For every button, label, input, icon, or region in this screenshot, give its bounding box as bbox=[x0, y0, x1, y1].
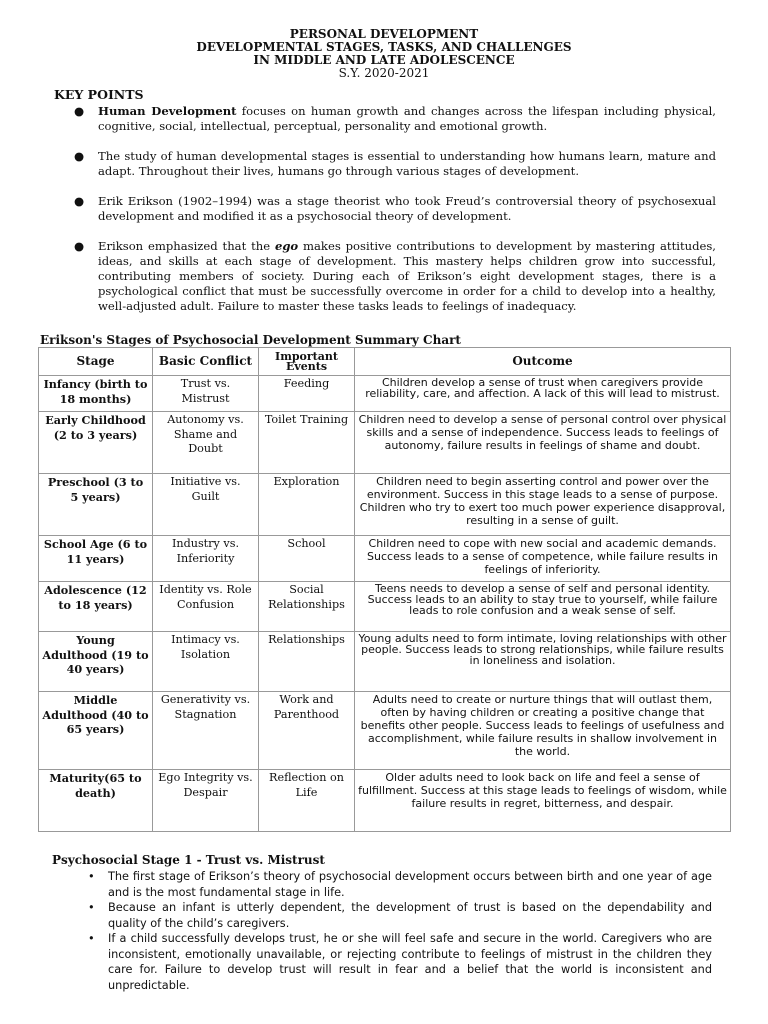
outcome-cell: Children need to cope with new social and academic demands. Success leads to a sense of competence, while failure results in feelings of inferiority. bbox=[355, 536, 731, 582]
stage-cell: Early Childhood (2 to 3 years) bbox=[39, 412, 153, 474]
key-point-item bbox=[54, 239, 716, 314]
outcome-cell: Older adults need to look back on life and feel a sense of fulfillment. Success at this stage leads to feelings of wisdom, while failure results in regret, bitterness, and despair. bbox=[355, 770, 731, 832]
table-row bbox=[39, 376, 731, 412]
outcome-cell: Children develop a sense of trust when caregivers provide reliability, care, and affection. A lack of this will lead to mistrust. bbox=[355, 376, 731, 412]
events-cell: School bbox=[259, 536, 355, 582]
column-header-events: Important Events bbox=[259, 348, 355, 376]
bullet-icon: • bbox=[88, 901, 95, 914]
table-row bbox=[39, 692, 731, 770]
events-cell: Exploration bbox=[259, 474, 355, 536]
conflict-cell: Ego Integrity vs. Despair bbox=[153, 770, 259, 832]
bullet-icon: ● bbox=[74, 149, 85, 163]
table-row bbox=[39, 536, 731, 582]
table-row bbox=[39, 474, 731, 536]
stage-cell: Preschool (3 to 5 years) bbox=[39, 474, 153, 536]
conflict-cell: Generativity vs. Stagnation bbox=[153, 692, 259, 770]
stage-cell: School Age (6 to 11 years) bbox=[39, 536, 153, 582]
outcome-cell: Adults need to create or nurture things that will outlast them, often by having children or creating a positive change that benefits other people. Success leads to feelings of usefulness and accomplishment, while failure results in shallow involvement in the world. bbox=[355, 692, 731, 770]
key-point-item bbox=[54, 194, 716, 224]
outcome-cell: Teens needs to develop a sense of self and personal identity. Success leads to an ability to stay true to yourself, while failure leads to role confusion and a weak sense of self. bbox=[355, 582, 731, 632]
table-row bbox=[39, 582, 731, 632]
stage1-item bbox=[52, 900, 712, 931]
stage1-text: The first stage of Erikson’s theory of psychosocial development occurs between birth and one year of age and is the most fundamental stage in life. bbox=[108, 870, 712, 899]
key-point-text: Erik Erikson (1902–1994) was a stage theorist who took Freud’s controversial theory of psychosexual development and modified it as a psychosocial theory of development. bbox=[98, 194, 716, 223]
stage1-item bbox=[52, 869, 712, 900]
column-header-stage: Stage bbox=[39, 348, 153, 376]
key-point-item bbox=[54, 104, 716, 134]
key-point-text: focuses on human growth and changes across the lifespan including physical, cognitive, social, intellectual, perceptual, personality and emotional growth. bbox=[98, 104, 716, 133]
document-header bbox=[0, 0, 768, 80]
stage-cell: Maturity(65 to death) bbox=[39, 770, 153, 832]
key-points-heading: KEY POINTS bbox=[54, 87, 144, 102]
bullet-icon: ● bbox=[74, 104, 85, 118]
bullet-icon: ● bbox=[74, 194, 85, 208]
course-title: PERSONAL DEVELOPMENT bbox=[289, 27, 479, 41]
column-header-conflict: Basic Conflict bbox=[153, 348, 259, 376]
key-point-text: Erikson emphasized that the bbox=[98, 239, 275, 253]
erikson-stages-table bbox=[38, 347, 731, 832]
outcome-cell: Young adults need to form intimate, loving relationships with other people. Success leads to strong relationships, while failure results in loneliness and isolation. bbox=[355, 632, 731, 692]
key-term: Human Development bbox=[98, 104, 237, 118]
key-point-item bbox=[54, 149, 716, 179]
topic-title: DEVELOPMENTAL STAGES, TASKS, AND CHALLENGES bbox=[196, 40, 572, 54]
events-cell: Social Relationships bbox=[259, 582, 355, 632]
key-point-text: The study of human developmental stages is essential to understanding how humans learn, mature and adapt. Throughout their lives, humans go through various stages of development. bbox=[98, 149, 716, 178]
topic-subtitle: IN MIDDLE AND LATE ADOLESCENCE bbox=[253, 53, 515, 67]
key-point-text: makes positive contributions to development by mastering attitudes, ideas, and skills at each stage of development. This mastery helps children grow into successful, contributing members of society. During each of Erikson’s eight development stages, there is a psychological conflict that must be successfully overcome in order for a child to develop into a healthy, well-adjusted adult. Failure to master these tasks leads to feelings of inadequacy. bbox=[98, 239, 716, 313]
table-row bbox=[39, 632, 731, 692]
conflict-cell: Industry vs. Inferiority bbox=[153, 536, 259, 582]
conflict-cell: Identity vs. Role Confusion bbox=[153, 582, 259, 632]
outcome-cell: Children need to begin asserting control and power over the environment. Success in this stage leads to a sense of purpose. Children who try to exert too much power experience disapproval, resulting in a sense of guilt. bbox=[355, 474, 731, 536]
conflict-cell: Autonomy vs. Shame and Doubt bbox=[153, 412, 259, 474]
stage-cell: Adolescence (12 to 18 years) bbox=[39, 582, 153, 632]
conflict-cell: Initiative vs. Guilt bbox=[153, 474, 259, 536]
events-cell: Work and Parenthood bbox=[259, 692, 355, 770]
events-cell: Reflection on Life bbox=[259, 770, 355, 832]
stage1-list bbox=[52, 869, 712, 993]
stage-cell: Young Adulthood (19 to 40 years) bbox=[39, 632, 153, 692]
stage1-item bbox=[52, 931, 712, 993]
chart-title: Erikson's Stages of Psychosocial Development Summary Chart bbox=[40, 333, 461, 347]
stage1-text: Because an infant is utterly dependent, the development of trust is based on the dependability and quality of the child’s caregivers. bbox=[108, 901, 712, 930]
school-year: S.Y. 2020-2021 bbox=[338, 66, 430, 80]
table-row bbox=[39, 412, 731, 474]
table-row bbox=[39, 770, 731, 832]
bullet-icon: ● bbox=[74, 239, 85, 253]
events-cell: Relationships bbox=[259, 632, 355, 692]
bullet-icon: • bbox=[88, 932, 95, 945]
bullet-icon: • bbox=[88, 870, 95, 883]
key-points-list bbox=[54, 104, 716, 329]
stage-cell: Infancy (birth to 18 months) bbox=[39, 376, 153, 412]
stage1-heading: Psychosocial Stage 1 - Trust vs. Mistrust bbox=[52, 853, 325, 867]
conflict-cell: Intimacy vs. Isolation bbox=[153, 632, 259, 692]
stage-cell: Middle Adulthood (40 to 65 years) bbox=[39, 692, 153, 770]
table-header-row bbox=[39, 348, 731, 376]
outcome-cell: Children need to develop a sense of personal control over physical skills and a sense of independence. Success leads to feelings of autonomy, failure results in feelings of shame and doubt. bbox=[355, 412, 731, 474]
stage1-text: If a child successfully develops trust, he or she will feel safe and secure in the world. Caregivers who are inconsistent, emotionally unavailable, or rejecting contribute to feelings of mistrust in the children they care for. Failure to develop trust will result in fear and a belief that the world is inconsistent and unpredictable. bbox=[108, 932, 712, 992]
column-header-outcome: Outcome bbox=[355, 348, 731, 376]
events-cell: Feeding bbox=[259, 376, 355, 412]
events-cell: Toilet Training bbox=[259, 412, 355, 474]
emphasized-term: ego bbox=[274, 239, 299, 253]
conflict-cell: Trust vs. Mistrust bbox=[153, 376, 259, 412]
